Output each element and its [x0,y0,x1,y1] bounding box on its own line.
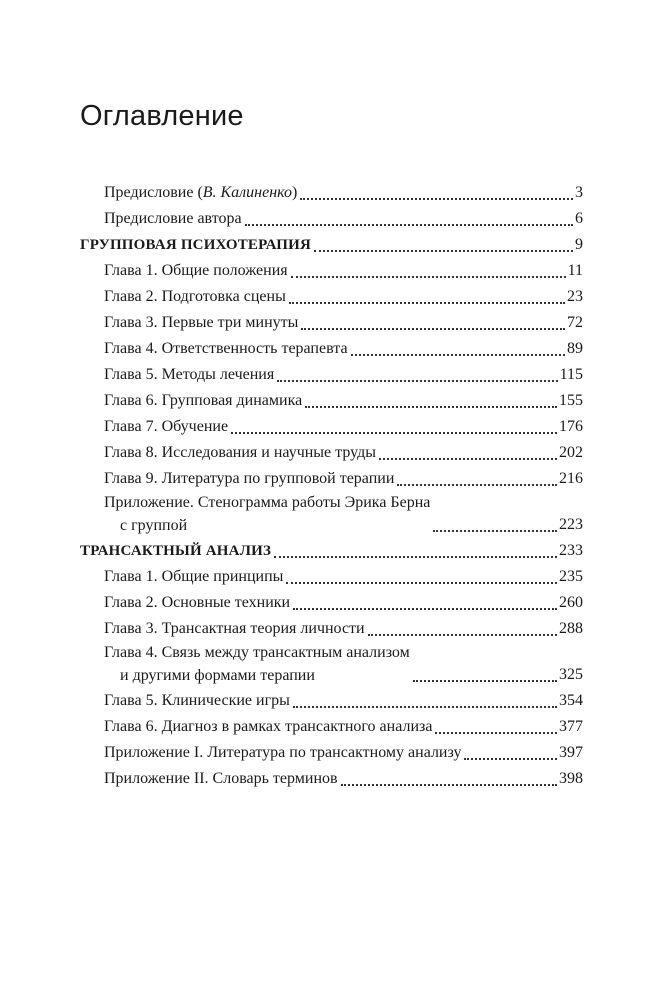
toc-page-number: 377 [559,718,583,735]
toc-page-number: 354 [559,692,583,709]
toc-entry-label: Предисловие автора [104,210,242,227]
toc-section-label: ГРУППОВАЯ ПСИХОТЕРАПИЯ [80,237,312,253]
dot-leader [289,300,565,304]
toc-entry-label: Глава 1. Общие принципы [104,568,284,585]
toc-entry-chapter [80,564,583,590]
dot-leader [464,756,557,760]
toc-entry-chapter [80,258,583,284]
toc-entry-label: Глава 3. Трансактная теория личности [104,620,365,637]
toc-entry-chapter [80,714,583,740]
toc-entry-label-line2: с группой [120,517,188,534]
dot-leader [413,678,557,682]
toc-entry-preface-editor [80,180,583,206]
dot-leader [231,430,557,434]
dot-leader [351,352,565,356]
toc-entry-chapter [80,336,583,362]
toc-entry-chapter [80,590,583,616]
toc-page-number: 260 [559,594,583,611]
toc-entry-label: Глава 4. Ответственность терапевта [104,340,348,357]
dot-leader [314,248,573,252]
toc-entry-appendix [80,492,583,538]
toc-entry-chapter [80,310,583,336]
toc-entry-chapter [80,642,583,688]
toc-page-number: 3 [575,184,583,201]
dot-leader [341,782,557,786]
toc-entry-label: Приложение I. Литература по трансактному анализу [104,744,462,761]
dot-leader [291,274,566,278]
dot-leader [379,456,557,460]
toc-page-number: 398 [559,770,583,787]
dot-leader [368,632,557,636]
toc-entry-label: Приложение II. Словарь терминов [104,770,338,787]
toc-entry-appendix [80,740,583,766]
toc-entry-label: Глава 1. Общие положения [104,262,288,279]
page-title: Оглавление [80,100,244,132]
table-of-contents [80,180,583,792]
toc-page-number: 155 [559,392,583,409]
toc-entry-label: Глава 6. Диагноз в рамках трансактного анализа [104,718,433,735]
toc-entry-chapter [80,688,583,714]
toc-page-number: 235 [559,568,583,585]
toc-entry-chapter [80,284,583,310]
toc-page-number: 216 [559,470,583,487]
toc-page-number: 72 [567,314,583,331]
toc-page-number: 176 [559,418,583,435]
toc-entry-label: Предисловие (В. Калиненко) [104,184,298,201]
toc-entry-label-line1: Приложение. Стенограмма работы Эрика Берна [104,494,431,511]
dot-leader [274,554,557,558]
dot-leader [293,606,557,610]
toc-entry-chapter [80,440,583,466]
toc-page-number: 6 [575,210,583,227]
toc-entry-label: Глава 6. Групповая динамика [104,392,303,409]
toc-section-group-psychotherapy [80,232,583,258]
toc-entry-label: Глава 9. Литература по групповой терапии [104,470,395,487]
toc-section-label: ТРАНСАКТНЫЙ АНАЛИЗ [80,543,272,559]
toc-section-transactional-analysis [80,538,583,564]
dot-leader [397,482,557,486]
toc-entry-label: Глава 5. Клинические игры [104,692,290,709]
toc-entry-label [104,642,410,688]
toc-entry-label: Глава 5. Методы лечения [104,366,275,383]
toc-page-number: 115 [559,366,583,383]
toc-page-number: 89 [567,340,583,357]
toc-page-number: 23 [567,288,583,305]
dot-leader [293,704,557,708]
dot-leader [435,730,557,734]
toc-entry-chapter [80,414,583,440]
dot-leader [301,326,565,330]
dot-leader [300,196,573,200]
toc-entry-label: Глава 2. Основные техники [104,594,291,611]
dot-leader [305,404,557,408]
toc-entry-preface-author [80,206,583,232]
toc-entry-chapter [80,362,583,388]
toc-entry-label: Глава 2. Подготовка сцены [104,288,286,305]
toc-entry-chapter [80,388,583,414]
dot-leader [286,580,557,584]
toc-entry-label-line2: и другими формами терапии [120,667,315,684]
dot-leader [277,378,557,382]
toc-page-number: 288 [559,620,583,637]
toc-page-number: 202 [559,444,583,461]
toc-entry-chapter [80,616,583,642]
dot-leader [245,222,573,226]
toc-page-number: 223 [559,516,583,533]
toc-entry-appendix [80,766,583,792]
toc-page-number: 233 [559,542,583,559]
toc-entry-chapter [80,466,583,492]
toc-entry-label: Глава 3. Первые три минуты [104,314,299,331]
toc-page-number: 397 [559,744,583,761]
toc-entry-label: Глава 7. Обучение [104,418,229,435]
dot-leader [433,528,557,532]
toc-entry-label: Глава 8. Исследования и научные труды [104,444,377,461]
toc-entry-label-line1: Глава 4. Связь между трансактным анализом [104,644,410,661]
toc-page-number: 9 [575,236,583,253]
toc-page-number: 11 [567,262,583,279]
toc-page-number: 325 [559,666,583,683]
toc-entry-label [104,492,430,538]
